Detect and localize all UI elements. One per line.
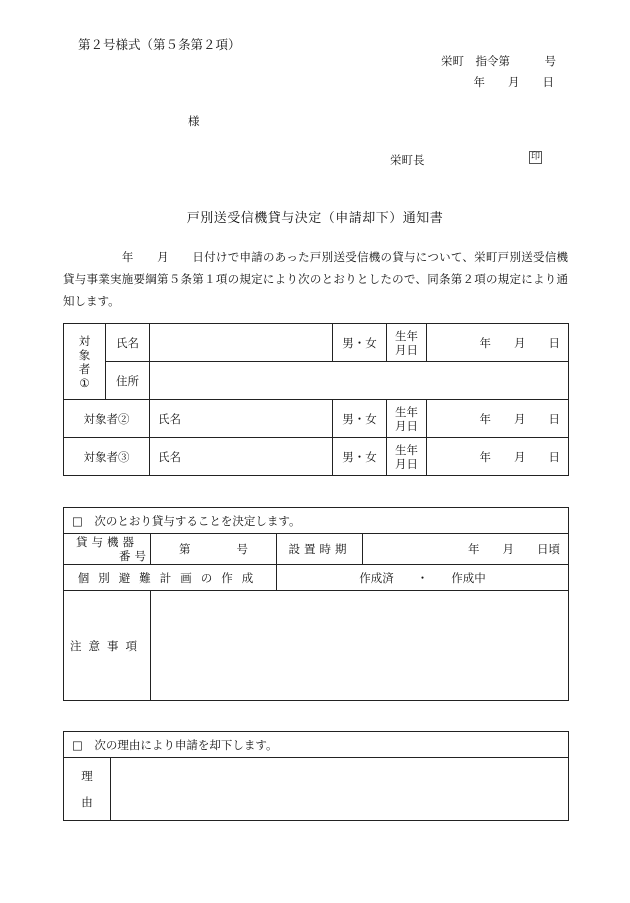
- install-period-label: 設置時期: [277, 534, 363, 565]
- notes-label: 注意事項: [64, 591, 151, 701]
- subject2-birth-date[interactable]: 年 月 日: [427, 400, 569, 438]
- addressee-suffix: 様: [188, 114, 200, 128]
- seal-mark: 印: [531, 152, 541, 162]
- subject3-birth-label: 生年 月日: [387, 438, 427, 476]
- reason-label: 理 由: [64, 758, 111, 821]
- subject1-birth-date[interactable]: 年 月 日: [427, 324, 569, 362]
- reason-field[interactable]: [111, 758, 569, 821]
- subject1-label: 対 象 者 ①: [64, 324, 106, 400]
- approve-checkbox[interactable]: □ 次のとおり貸与することを決定します。: [64, 508, 569, 534]
- device-number-field[interactable]: 第 号: [151, 534, 277, 565]
- decision-table: [63, 507, 569, 701]
- document-number: 栄町 指令第 号: [441, 54, 556, 68]
- subject1-address-field[interactable]: [150, 362, 569, 400]
- install-period-field[interactable]: 年 月 日頃: [363, 534, 569, 565]
- document-date: 年 月 日: [473, 75, 554, 89]
- subject2-gender[interactable]: 男・女: [333, 400, 387, 438]
- subject1-name-label: 氏名: [106, 324, 150, 362]
- subject3-gender[interactable]: 男・女: [333, 438, 387, 476]
- notes-field[interactable]: [151, 591, 569, 701]
- subject1-address-label: 住所: [106, 362, 150, 400]
- rejection-table: [63, 731, 569, 821]
- subject3-name-label: 氏名: [158, 449, 181, 464]
- subject3-birth-date[interactable]: 年 月 日: [427, 438, 569, 476]
- reject-checkbox[interactable]: □ 次の理由により申請を却下します。: [64, 732, 569, 758]
- subject3-name-row[interactable]: [150, 438, 333, 476]
- device-number-label: 貸与機器 番号: [64, 534, 151, 565]
- form-number: 第２号様式（第５条第２項）: [78, 37, 241, 52]
- subject1-birth-label: 生年 月日: [387, 324, 427, 362]
- subject2-label: 対象者②: [64, 400, 150, 438]
- document-title: 戸別送受信機貸与決定（申請却下）通知書: [186, 211, 444, 226]
- evacuation-plan-label: 個別避難計画の作成: [64, 565, 277, 591]
- subject1-gender[interactable]: 男・女: [333, 324, 387, 362]
- issuer-name: 栄町長: [390, 153, 425, 167]
- body-paragraph: 年 月 日付けで申請のあった戸別送受信機の貸与について、栄町戸別送受信機貸与事業実施要綱第５条第１項の規定により次のとおりとしたので、同条第２項の規定により通知します。: [63, 250, 568, 308]
- subject2-name-row[interactable]: [150, 400, 333, 438]
- subjects-table: [63, 323, 569, 476]
- subject2-name-label: 氏名: [158, 411, 181, 426]
- evacuation-plan-options[interactable]: 作成済 ・ 作成中: [277, 565, 569, 591]
- subject1-name-field[interactable]: [150, 324, 333, 362]
- subject2-birth-label: 生年 月日: [387, 400, 427, 438]
- subject3-label: 対象者③: [64, 438, 150, 476]
